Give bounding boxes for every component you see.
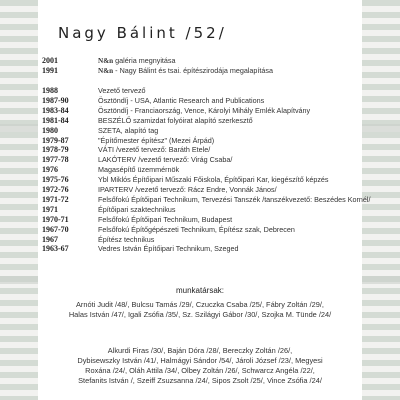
career-year: 1967-70 (42, 224, 69, 234)
career-text: Ybl Miklós Építőipari Műszaki Főiskola, Építőipari Kar, kiegészítő képzés (98, 175, 329, 185)
career-text: Építőipari szaktechnikus (98, 204, 176, 214)
career-text: Felsőfokú Építőgépészeti Technikum, Építész szak, Debrecen (98, 224, 295, 234)
career-text: Ösztöndíj - Franciaország, Vence, Károlyi Mihály Emlék Alapítvány (98, 105, 311, 115)
entry-year: 2001 (42, 56, 58, 65)
career-text: Építész technikus (98, 234, 155, 244)
career-year: 1976 (42, 165, 58, 175)
staff-line: Roxána /24/, Oláh Attila /34/, Olbey Zoltán /26/, Schwarcz Angéla /22/, (85, 366, 315, 375)
career-text: Vezető tervező (98, 86, 146, 95)
staff-line: Arnóti Judit /48/, Bulcsu Tamás /29/, Czuczka Csaba /25/, Fábry Zoltán /29/, (76, 300, 324, 309)
career-year: 1983-84 (42, 105, 69, 115)
career-year: 1977-78 (42, 155, 69, 165)
career-year: 1963-67 (42, 244, 69, 254)
page-title: Nagy Bálint /52/ (58, 24, 227, 42)
entry-year: 1991 (42, 66, 58, 75)
brand-name: N&n (98, 67, 114, 75)
career-text: Felsőfokú Építőipari Technikum, Budapest (98, 214, 233, 224)
career-text: IPARTERV /vezető tervező: Rácz Endre, Vonnák János/ (98, 185, 277, 194)
career-text: VÁTI /vezető tervező: Baráth Etele/ (98, 145, 211, 155)
career-year: 1988 (42, 86, 58, 95)
brand-name: N&n (98, 57, 114, 65)
career-text: Vedres István Építőipari Technikum, Szeged (98, 244, 239, 254)
staff-line: Stefanits István /, Szeiff Zsuzsanna /24/, Sipos Zsolt /25/, Vince Zsófia /24/ (78, 376, 322, 385)
document-page (38, 0, 371, 400)
career-text: LAKÓTERV /vezető tervező: Virág Csaba/ (98, 155, 233, 165)
left-stripe-border (0, 0, 38, 400)
career-year: 1981-84 (42, 115, 69, 125)
career-text: Ösztöndíj - USA, Atlantic Research and Publications (98, 95, 265, 105)
career-year: 1971 (42, 204, 58, 214)
staff-heading: munkatársak: (175, 286, 225, 295)
staff-line: Halas István /47/, Igali Zsófia /35/, Sz. Szilágyi Gábor /30/, Szojka M. Tünde /24/ (68, 310, 332, 319)
career-year: 1980 (42, 125, 58, 135)
career-text: Felsőfokú Építőipari Technikum, Tervezési Tanszék /tanszékvezető: Beszédes Kornél/ (98, 194, 371, 204)
entry-text (98, 56, 176, 66)
career-text: "Építőmester építész" (Mezei Árpád) (98, 135, 215, 145)
career-text: BESZÉLŐ szamizdat folyóirat alapító szerkesztő (98, 115, 253, 125)
career-text: SZETA, alapító tag (98, 125, 159, 135)
entry-description: - Nagy Bálint és tsai. építészirodája megalapítása (113, 66, 273, 75)
career-year: 1979-87 (42, 135, 69, 145)
career-year: 1978-79 (42, 145, 69, 155)
career-year: 1972-76 (42, 185, 69, 194)
career-year: 1967 (42, 234, 58, 244)
career-year: 1971-72 (42, 194, 69, 204)
staff-line: Alkurdi Firas /30/, Baján Dóra /28/, Bereczky Zoltán /26/, (107, 346, 293, 355)
entry-text (98, 66, 273, 76)
entry-description: galéria megnyitása (113, 56, 176, 65)
staff-line: Dybisewszky István /41/, Halmágyi Sándor /54/, Jároli József /23/, Megyesi (77, 356, 323, 365)
career-year: 1987-90 (42, 95, 69, 105)
career-text: Magasépítő üzemmérnök (98, 165, 180, 175)
career-year: 1975-76 (42, 175, 69, 185)
career-year: 1970-71 (42, 214, 69, 224)
